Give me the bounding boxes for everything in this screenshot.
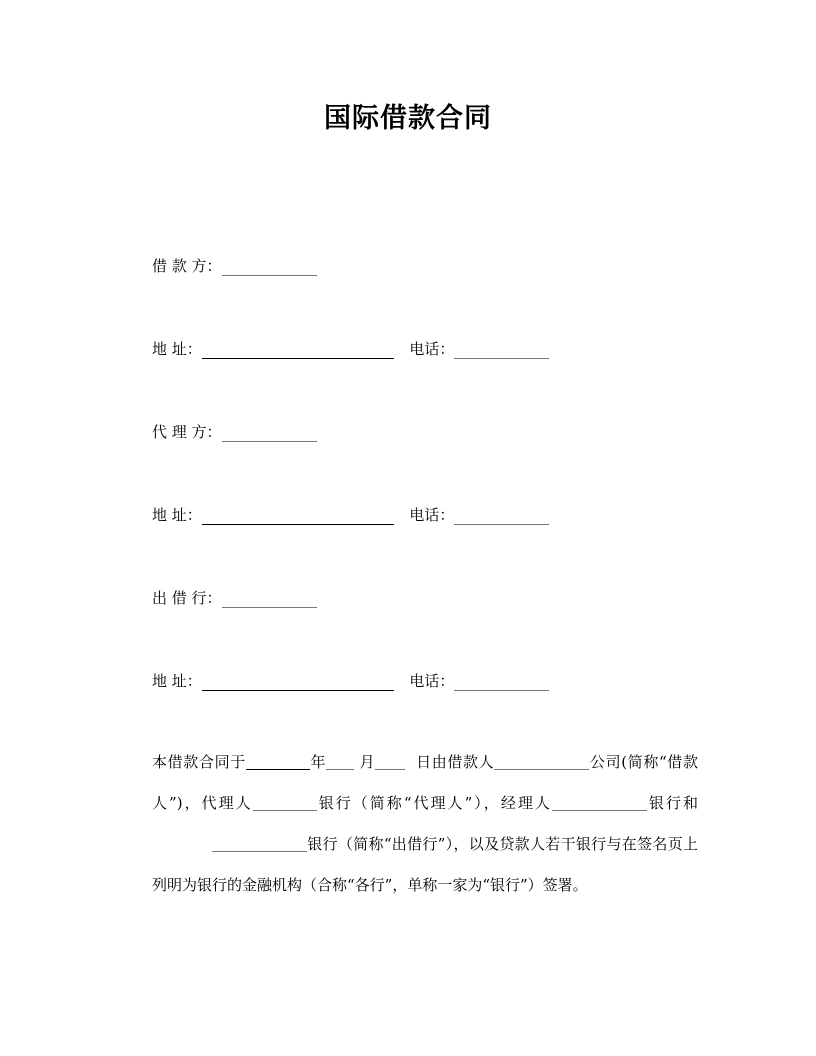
preamble-text: 月 <box>359 753 376 771</box>
date-day-blank[interactable] <box>375 753 405 770</box>
phone-label: 电话： <box>409 506 455 524</box>
phone-blank[interactable] <box>454 342 549 359</box>
preamble-text: 银行（简称“代理人”），经理人 <box>316 794 552 812</box>
address-blank[interactable] <box>202 674 394 691</box>
borrower-address-row <box>152 339 549 359</box>
lender-bank-blank[interactable] <box>212 835 307 852</box>
agent-blank[interactable] <box>222 425 317 442</box>
preamble-text: 公司(简称“借款人”)，代理人 <box>152 753 698 812</box>
manager-bank-blank[interactable] <box>552 794 647 811</box>
borrower-blank[interactable] <box>222 259 317 276</box>
lender-blank[interactable] <box>222 591 317 608</box>
address-label: 地 址： <box>152 672 202 690</box>
preamble-text: 年 <box>309 753 327 771</box>
preamble-text: 日由借款人 <box>416 753 495 771</box>
address-blank[interactable] <box>202 508 394 525</box>
preamble-text: 银行和 <box>646 794 698 812</box>
borrower-label: 借 款 方： <box>152 257 222 275</box>
contract-preamble <box>120 742 698 906</box>
lender-label: 出 借 行： <box>152 589 222 607</box>
address-label: 地 址： <box>152 506 202 524</box>
agent-label: 代 理 方： <box>152 423 222 441</box>
address-label: 地 址： <box>152 340 202 358</box>
phone-blank[interactable] <box>454 508 549 525</box>
date-year-blank[interactable] <box>246 753 310 770</box>
agent-address-row <box>152 505 549 525</box>
preamble-text: 银行（简称“出借行”），以及贷款人若干银行与在签名页上列明为银行的金融机构（合称“各行”，单称一家为“银行”）签署。 <box>152 835 698 894</box>
address-blank[interactable] <box>202 342 394 359</box>
borrower-row <box>152 256 317 276</box>
agent-bank-blank[interactable] <box>253 794 317 811</box>
phone-label: 电话： <box>409 672 455 690</box>
lender-row <box>152 588 317 608</box>
phone-label: 电话： <box>409 340 455 358</box>
agent-row <box>152 422 317 442</box>
date-month-blank[interactable] <box>326 753 354 770</box>
phone-blank[interactable] <box>454 674 549 691</box>
preamble-text: 本借款合同于 <box>152 753 246 771</box>
document-title: 国际借款合同 <box>324 103 492 134</box>
borrower-company-blank[interactable] <box>494 753 589 770</box>
lender-address-row <box>152 671 549 691</box>
